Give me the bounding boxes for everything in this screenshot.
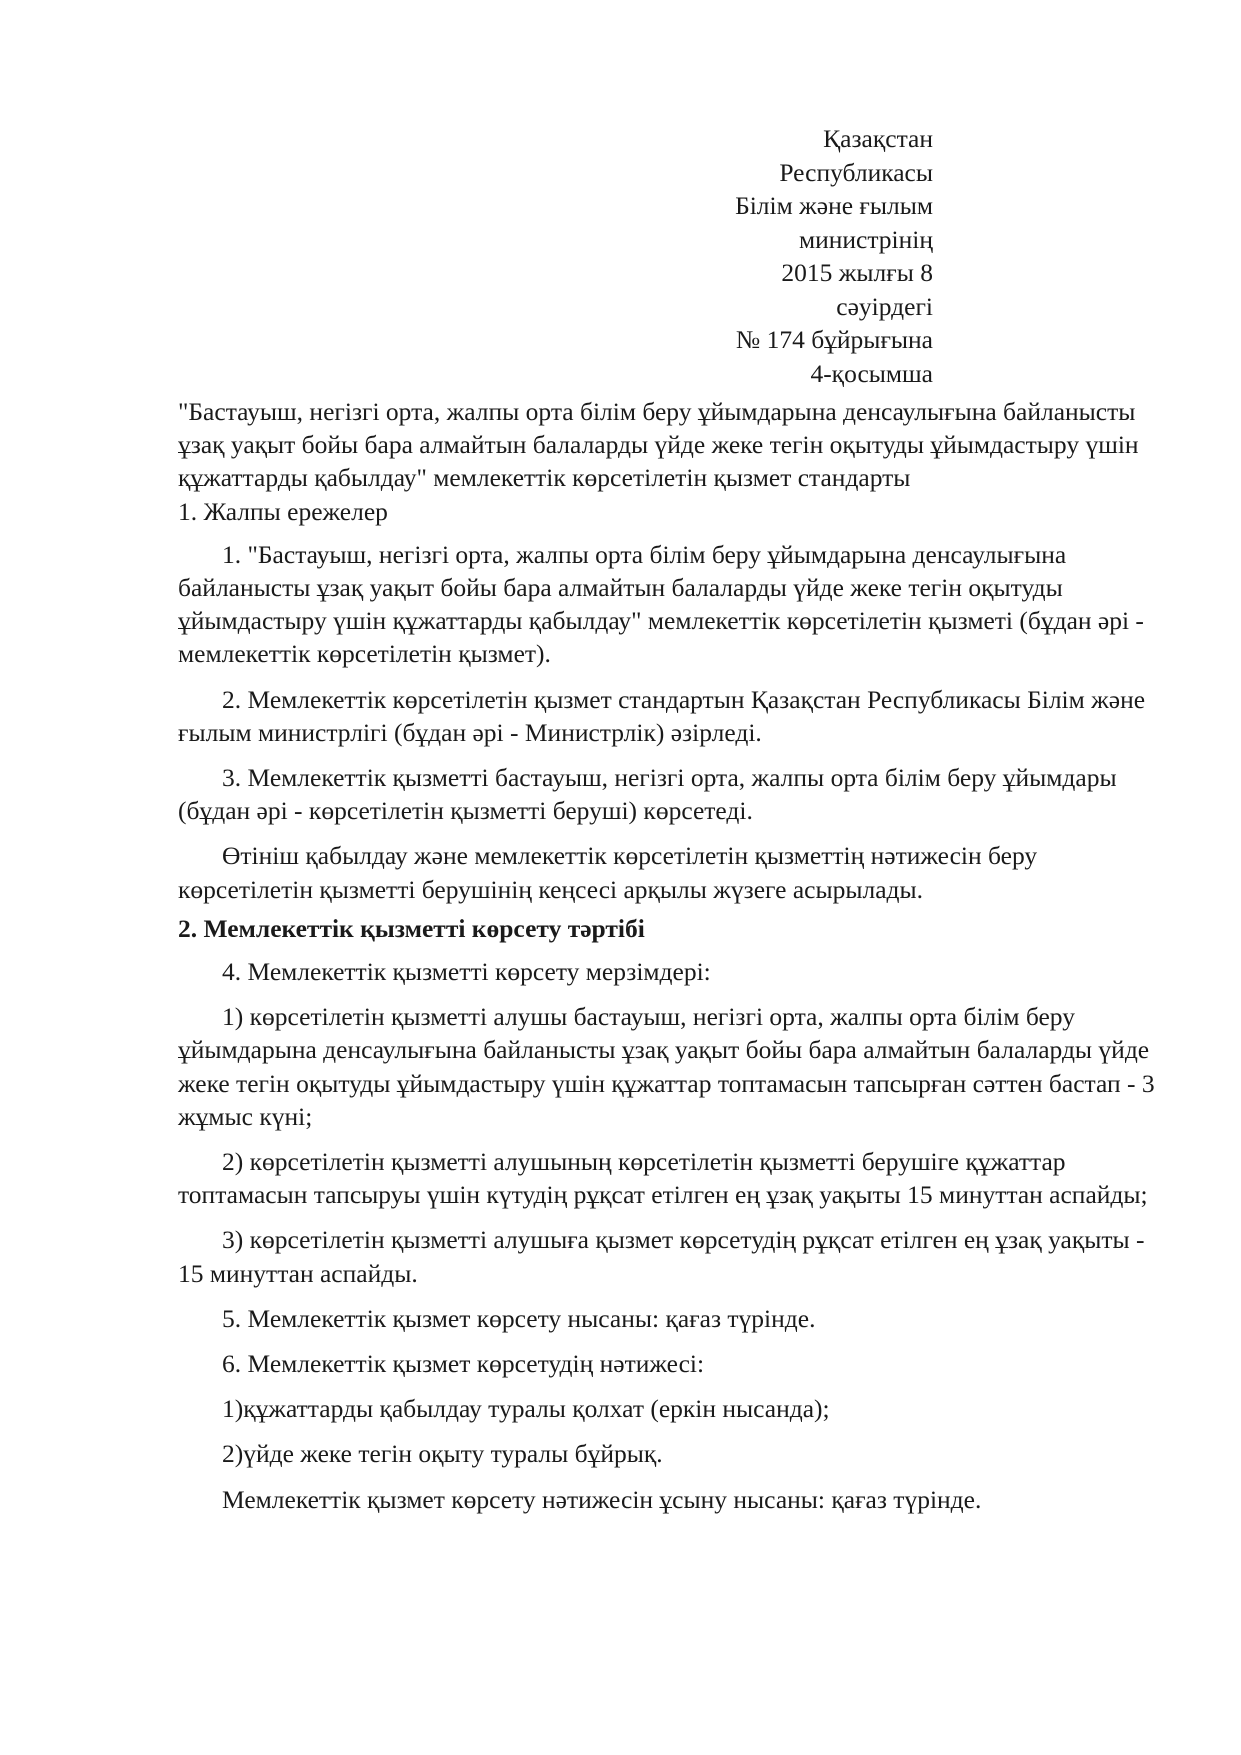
appendix-line: Республикасы — [779, 157, 933, 187]
appendix-line: Қазақстан — [823, 124, 933, 153]
paragraph: 1)құжаттарды қабылдау туралы қолхат (еркін нысанда); — [222, 1394, 830, 1424]
appendix-line: сәуірдегі — [836, 291, 933, 321]
appendix-line: 4-қосымша — [810, 358, 933, 388]
appendix-line: министрінің — [798, 224, 933, 254]
paragraph: 6. Мемлекеттік қызмет көрсетудің нәтижесі: — [222, 1349, 705, 1379]
document-body — [178, 395, 1158, 1516]
appendix-line: 2015 жылғы 8 — [781, 258, 933, 287]
paragraph: Мемлекеттік қызмет көрсету нәтижесін ұсыну нысаны: қағаз түрінде. — [222, 1484, 982, 1514]
paragraph: 1. "Бастауыш, негізгі орта, жалпы орта білім беру ұйымдарына денсаулығына байланысты ұзақ уақыт бойы бара алмайтын балаларды үйде жеке тегін оқытуды ұйымдастыру үшін құжаттарды қабылдау" мемлекеттік көрсетілетін қызметі (бұдан әрі - мемлекеттік көрсетілетін қызмет). — [178, 539, 1144, 669]
paragraph: 3. Мемлекеттік қызметті бастауыш, негізгі орта, жалпы орта білім беру ұйымдары (бұдан әрі - көрсетілетін қызметті беруші) көрсетеді. — [178, 763, 1117, 826]
paragraph: 4. Мемлекеттік қызметті көрсету мерзімдері: — [222, 957, 711, 987]
appendix-line: № 174 бұйрығына — [735, 325, 933, 354]
paragraph: 2) көрсетілетін қызметті алушының көрсетілетін қызметті берушіге құжаттар топтамасын тапсыруы үшін күтудің рұқсат етілген ең ұзақ уақыты 15 минуттан аспайды; — [178, 1147, 1148, 1210]
section-heading-general: 1. Жалпы ережелер — [178, 496, 388, 526]
paragraph: 2. Мемлекеттік көрсетілетін қызмет стандартын Қазақстан Республикасы Білім және ғылым министрлігі (бұдан әрі - Министрлік) әзірледі. — [178, 684, 1146, 747]
paragraph: 2)үйде жеке тегін оқыту туралы бұйрық. — [222, 1439, 663, 1469]
appendix-line: Білім және ғылым — [735, 191, 933, 220]
appendix-reference — [700, 122, 933, 390]
paragraph: Өтініш қабылдау және мемлекеттік көрсетілетін қызметтің нәтижесін беру көрсетілетін қызметті берушінің кеңсесі арқылы жүзеге асырылады. — [178, 841, 1038, 904]
paragraph: 5. Мемлекеттік қызмет көрсету нысаны: қағаз түрінде. — [222, 1303, 816, 1333]
paragraph: 3) көрсетілетін қызметті алушыға қызмет көрсетудің рұқсат етілген ең ұзақ уақыты - 15 минуттан аспайды. — [178, 1225, 1145, 1288]
paragraph: 1) көрсетілетін қызметті алушы бастауыш, негізгі орта, жалпы орта білім беру ұйымдарына денсаулығына байланысты ұзақ уақыт бойы бара алмайтын балаларды үйде жеке тегін оқытуды ұйымдастыру үшін құжаттар топтамасын тапсырған сәттен бастап - 3 жұмыс күні; — [178, 1002, 1155, 1131]
document-title: "Бастауыш, негізгі орта, жалпы орта білім беру ұйымдарына денсаулығына байланысты ұзақ уақыт бойы бара алмайтын балаларды үйде жеке тегін оқытуды ұйымдастыру үшін құжаттарды қабылдау" мемлекеттік көрсетілетін қызмет стандарты — [178, 397, 1139, 493]
section-heading-procedure: 2. Мемлекеттік қызметті көрсету тәртібі — [178, 913, 645, 943]
